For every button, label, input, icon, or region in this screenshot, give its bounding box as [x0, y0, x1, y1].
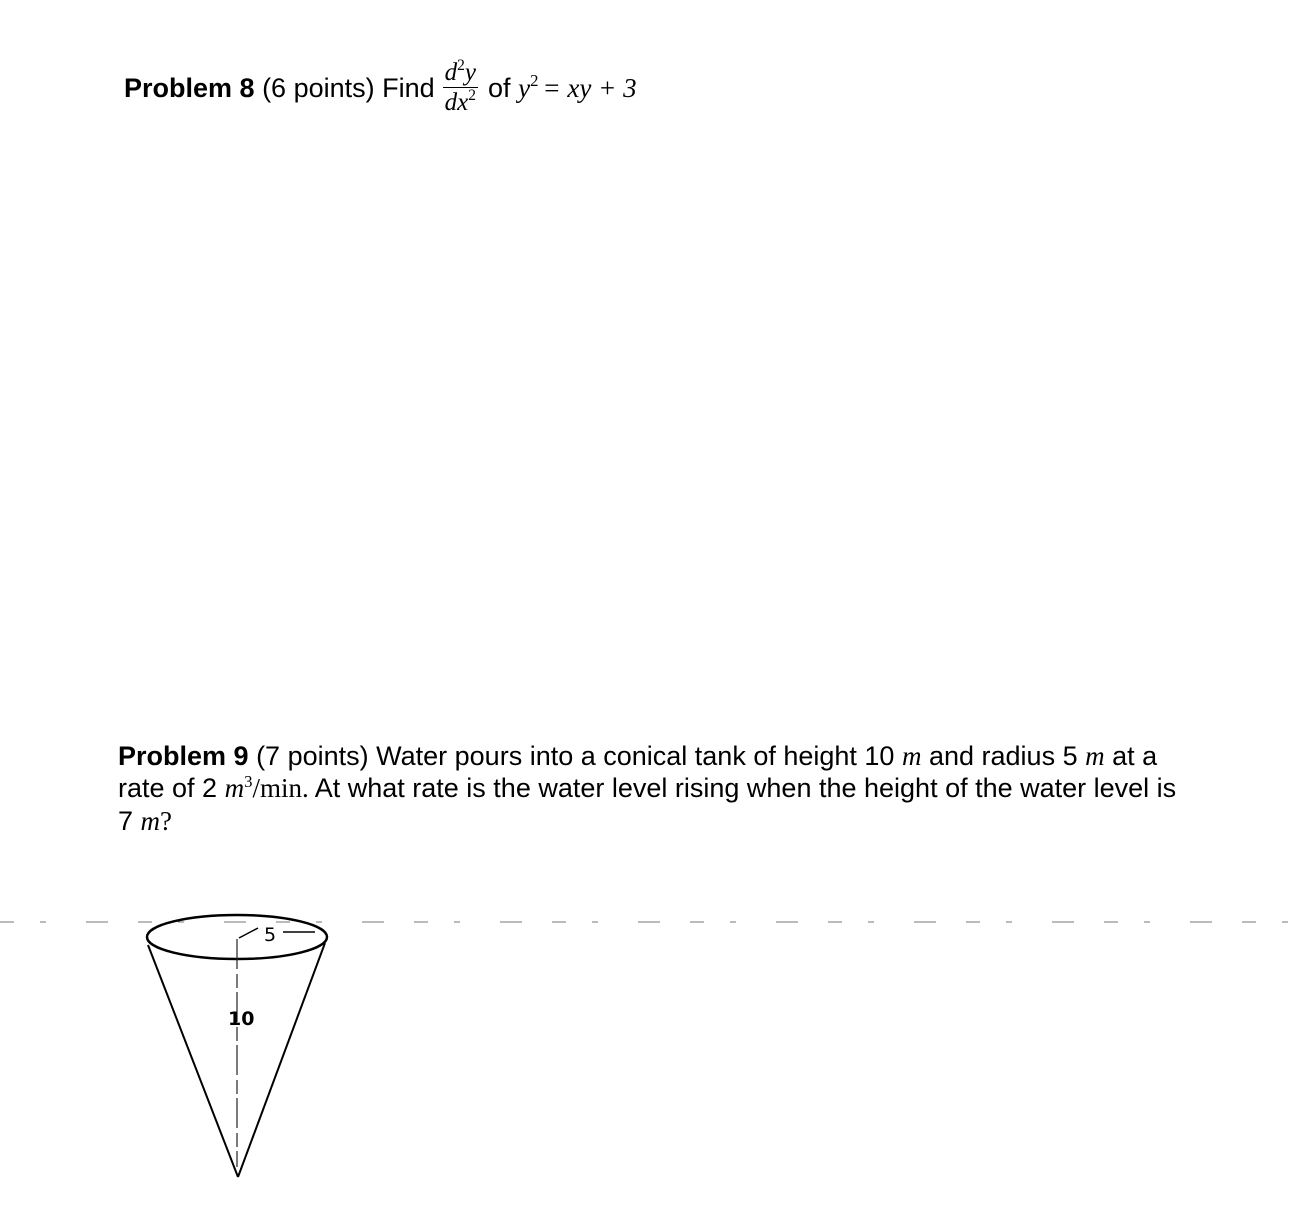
equation-lhs: $y^2$ [518, 70, 539, 103]
problem-9-heading: Problem 9 [118, 741, 249, 771]
problem-8-find: Find [382, 72, 435, 103]
problem-8-points: (6 points) [262, 72, 375, 103]
fraction-denominator: $dx^2$ [444, 87, 477, 117]
problem-8 [124, 56, 637, 117]
fraction-numerator: $d^2y$ [443, 60, 478, 88]
problem-8-heading: Problem 8 [124, 72, 255, 103]
cone-height-label: 10 [228, 1008, 255, 1030]
cone-radius-line [239, 928, 258, 938]
cone-right-side [238, 943, 325, 1177]
second-derivative-fraction [443, 56, 478, 117]
cone-left-side [148, 945, 238, 1177]
cone-radius-label: 5 [264, 924, 277, 946]
problem-9-points: (7 points) [256, 741, 369, 771]
cone-diagram [140, 905, 340, 1190]
problem-9 [118, 740, 1198, 837]
problem-9-text: Problem 9 (7 points) Water pours into a conical tank of height 10 m and radius 5 m at a rate of 2 $m^3/\min$. At what rate is the water level rising when the height of the water level is 7 m? [118, 741, 1177, 836]
problem-8-of: of [488, 72, 511, 103]
equation-rhs: = xy + 3 [542, 72, 637, 103]
